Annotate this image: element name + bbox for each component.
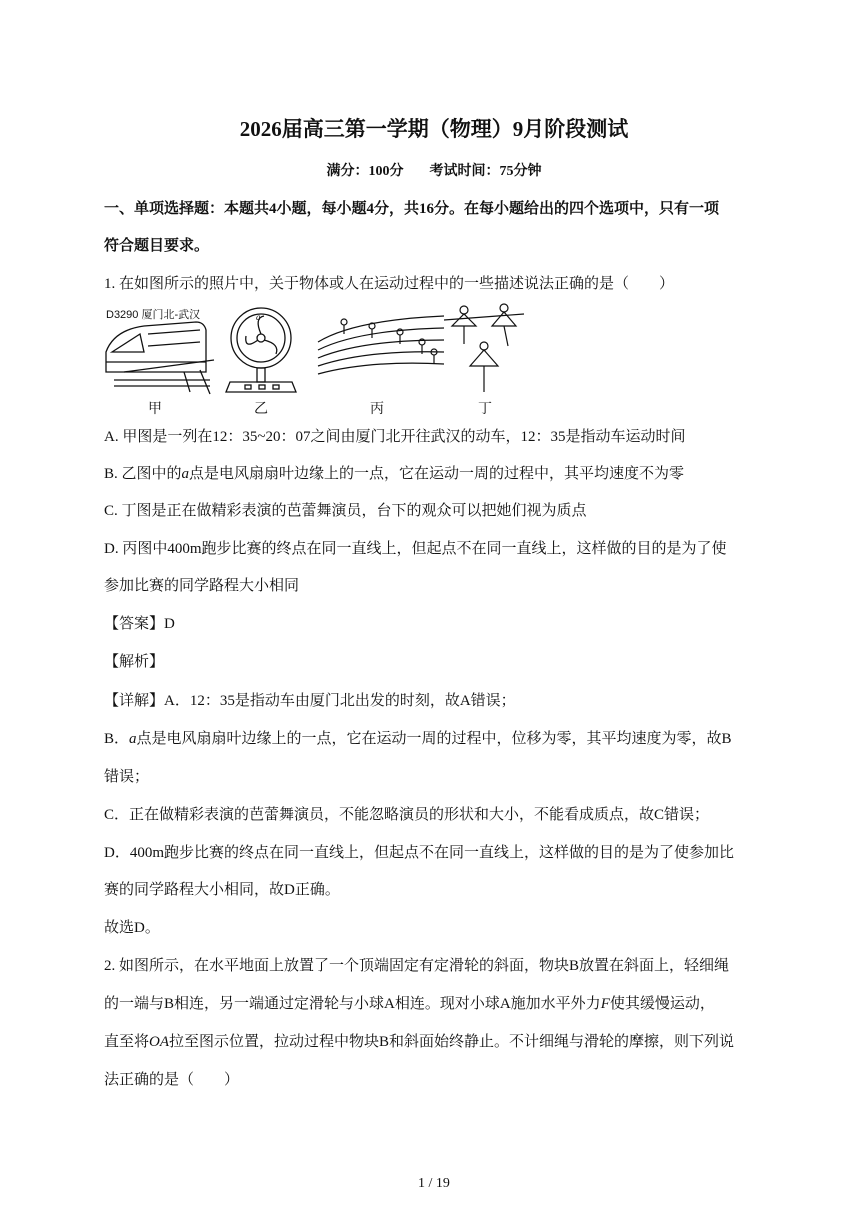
q1-option-d-line2: 参加比赛的同学路程大小相同 [104,578,300,594]
q1-stem: 1. 在如图所示的照片中，关于物体或人在运动过程中的一些描述说法正确的是（ ） [104,276,675,292]
page-number: 1 / 19 [418,1176,450,1191]
q2-line3-text-2: 拉至图示位置，拉动过程中物块B和斜面始终静止。不计细绳与滑轮的摩擦，则下列说 [169,1034,735,1050]
section-heading-line1: 一、单项选择题：本题共4小题，每小题4分，共16分。在每小题给出的四个选项中，只有一项 [104,201,720,217]
var-f: F [600,996,610,1012]
q1-option-a: A. 甲图是一列在12：35~20：07之间由厦门北开往武汉的动车，12：35是指动车运动时间 [104,429,686,445]
page-title: 2026届高三第一学期（物理）9月阶段测试 [239,117,629,141]
q1-detail-c: C．正在做精彩表演的芭蕾舞演员，不能忽略演员的形状和大小，不能看成质点，故C错误； [104,807,710,823]
train-icon [106,322,214,394]
fan-icon [226,308,296,392]
q1-figure [104,300,544,418]
q2-line4: 法正确的是（ ） [104,1072,240,1088]
q1-detail-d-line1: D．400m跑步比赛的终点在同一直线上，但起点不在同一直线上，这样做的目的是为了使参加比 [104,845,735,861]
q2-line3 [104,1030,734,1051]
q1-analysis-label: 【解析】 [104,654,165,670]
q1-option-c: C. 丁图是正在做精彩表演的芭蕾舞演员，台下的观众可以把她们视为质点 [104,503,587,519]
caption-jia: 甲 [148,402,162,417]
track-icon [318,316,444,374]
detail-b-text-2: 点是电风扇扇叶边缘上的一点，它在运动一周的过程中，位移为零，其平均速度为零，故B [136,731,732,747]
section-heading-line2: 符合题目要求。 [104,238,210,254]
q2-line1: 2. 如图所示，在水平地面上放置了一个顶端固定有定滑轮的斜面，物块B放置在斜面上，轻细绳 [104,958,730,974]
q1-option-b [104,462,684,483]
caption-yi: 乙 [254,402,268,417]
exam-time: 考试时间：75分钟 [429,164,542,179]
q2-line3-text: 直至将 [104,1034,150,1050]
caption-ding: 丁 [478,402,492,417]
q1-option-d-line1: D. 丙图中400m跑步比赛的终点在同一直线上，但起点不在同一直线上，这样做的目的是为了使 [104,541,727,557]
q2-line2-text: 的一端与B相连，另一端通过定滑轮与小球A相连。现对小球A施加水平外力 [104,996,601,1012]
q1-detail-b-line2: 错误； [104,769,150,785]
ballet-icon [444,304,524,392]
option-b-text-2: 点是电风扇扇叶边缘上的一点，它在运动一周的过程中，其平均速度不为零 [189,466,685,482]
q1-detail-b [104,727,732,748]
var-a: a [129,731,137,747]
q1-answer: 【答案】D [104,616,175,632]
q1-conclusion: 故选D。 [104,920,160,936]
full-score: 满分：100分 [326,164,404,179]
exam-info [0,160,868,180]
option-b-text: B. 乙图中的 [104,466,182,482]
train-label: D3290 厦门北-武汉 [106,309,201,321]
caption-bing: 丙 [370,402,384,417]
var-oa: OA [149,1034,170,1050]
q1-detail-a: 【详解】A．12：35是指动车由厦门北出发的时刻，故A错误； [104,693,516,709]
q1-detail-d-line2: 赛的同学路程大小相同，故D正确。 [104,882,340,898]
var-a: a [181,466,190,482]
q2-line2-text-2: 使其缓慢运动， [609,996,715,1012]
detail-b-text: B． [104,731,130,747]
q2-line2 [104,992,715,1013]
svg-text:a: a [256,312,261,322]
